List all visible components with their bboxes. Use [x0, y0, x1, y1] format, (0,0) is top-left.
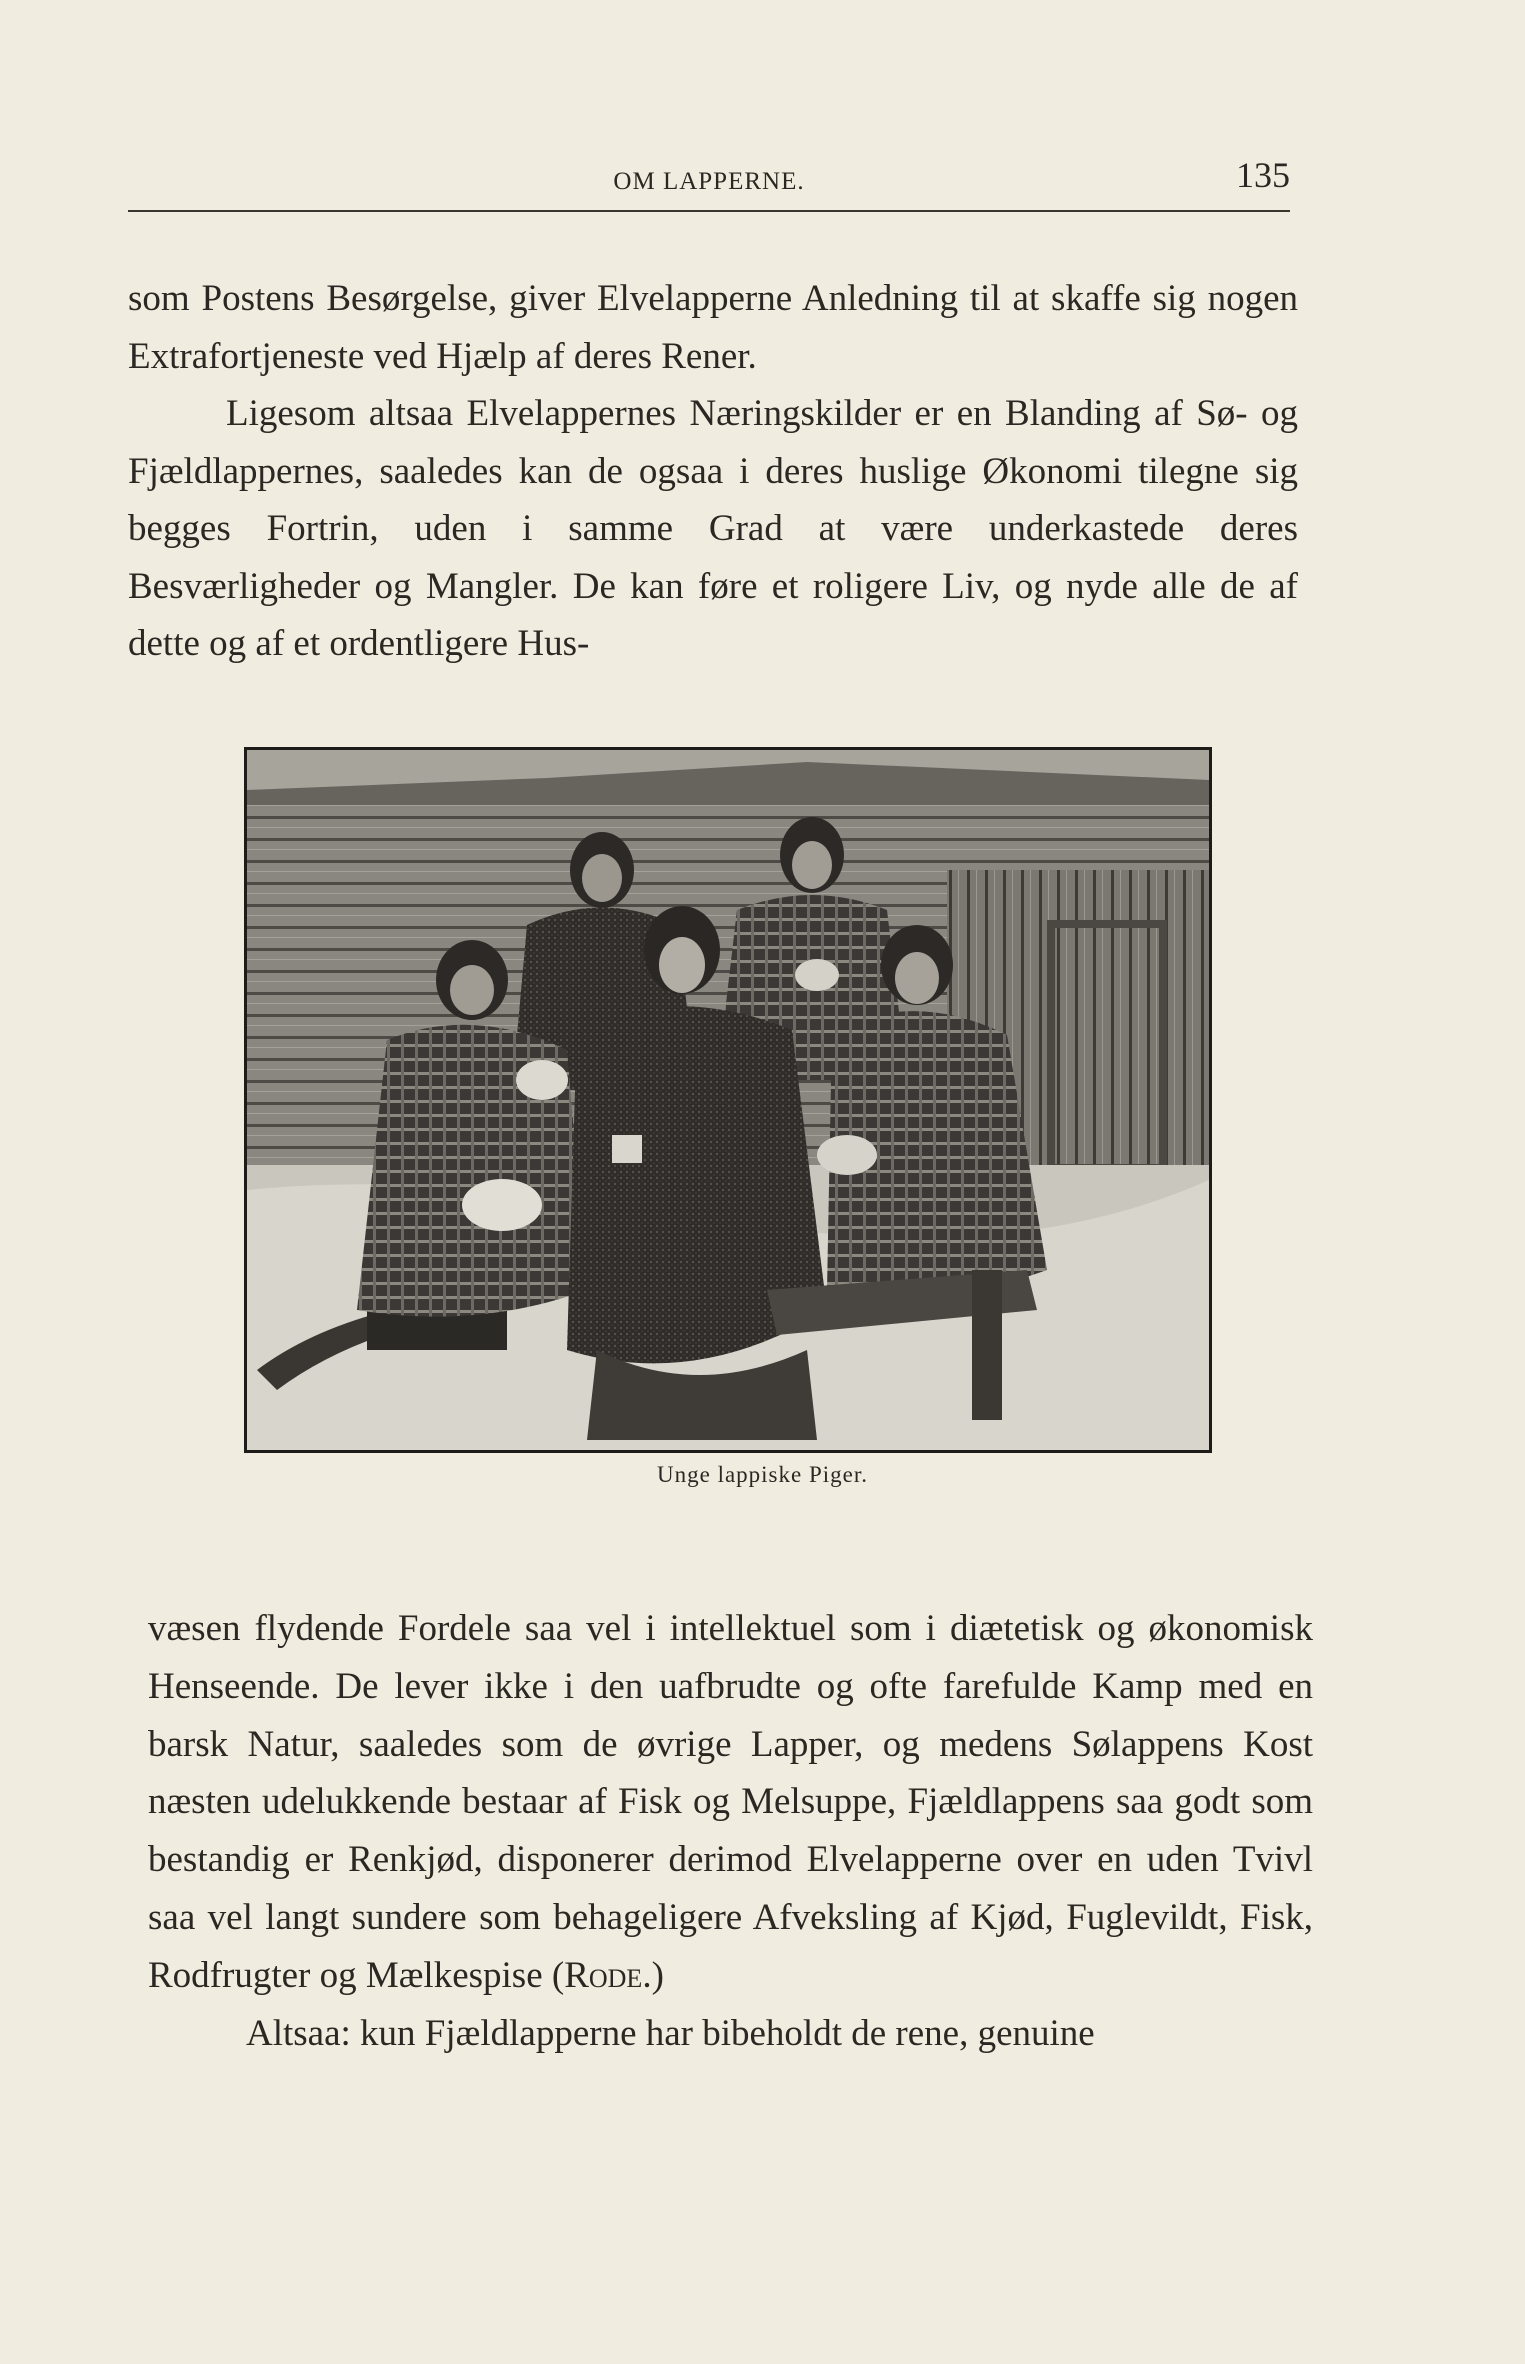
text-block-top [128, 270, 1298, 673]
page-number: 135 [1236, 155, 1290, 195]
paragraph-continued: som Postens Besørgelse, giver Elvelapperne Anledning til at skaffe sig nogen Extrafortjeneste ved Hjælp af deres Rener. [128, 278, 1298, 377]
figure-caption: Unge lappiske Piger. [657, 1462, 868, 1487]
citation-name: Rode [564, 1954, 643, 1996]
running-head [128, 150, 1290, 210]
paragraph: Ligesom altsaa Elvelappernes Næringskilder er en Blanding af Sø- og Fjældlappernes, saaledes kan de ogsaa i deres huslige Økonomi tilegne sig begges Fortrin, uden i samme Grad at være underkastede deres Besværligheder og Mangler. De kan føre et roligere Liv, og nyde alle de af dette og af et ordentligere Hus- [128, 393, 1298, 664]
paragraph-text: væsen flydende Fordele saa vel i intellektuel som i diætetisk og økonomisk Henseende. De lever ikke i den uafbrudte og ofte farefulde Kamp med en barsk Natur, saaledes som de øvrige Lapper, og medens Sølappens Kost næsten udelukkende bestaar af Fisk og Melsuppe, Fjældlappens saa godt som bestandig er Renkjød, disponerer derimod Elvelapperne over en uden Tvivl saa vel langt sundere som behageligere Afveksling af Kjød, Fuglevildt, Fisk, Rodfrugter og Mælkespise ( [148, 1608, 1313, 1996]
text-block-bottom [148, 1600, 1313, 2062]
photo-illustration [247, 750, 1209, 1450]
photo-lapp-girls [244, 747, 1212, 1453]
citation-close: .) [642, 1954, 664, 1996]
running-title: OM LAPPERNE. [613, 168, 805, 195]
header-rule [128, 210, 1290, 212]
paragraph-continued [148, 1600, 1313, 2005]
paragraph: Altsaa: kun Fjældlapperne har bibeholdt de rene, genuine [246, 2012, 1095, 2054]
